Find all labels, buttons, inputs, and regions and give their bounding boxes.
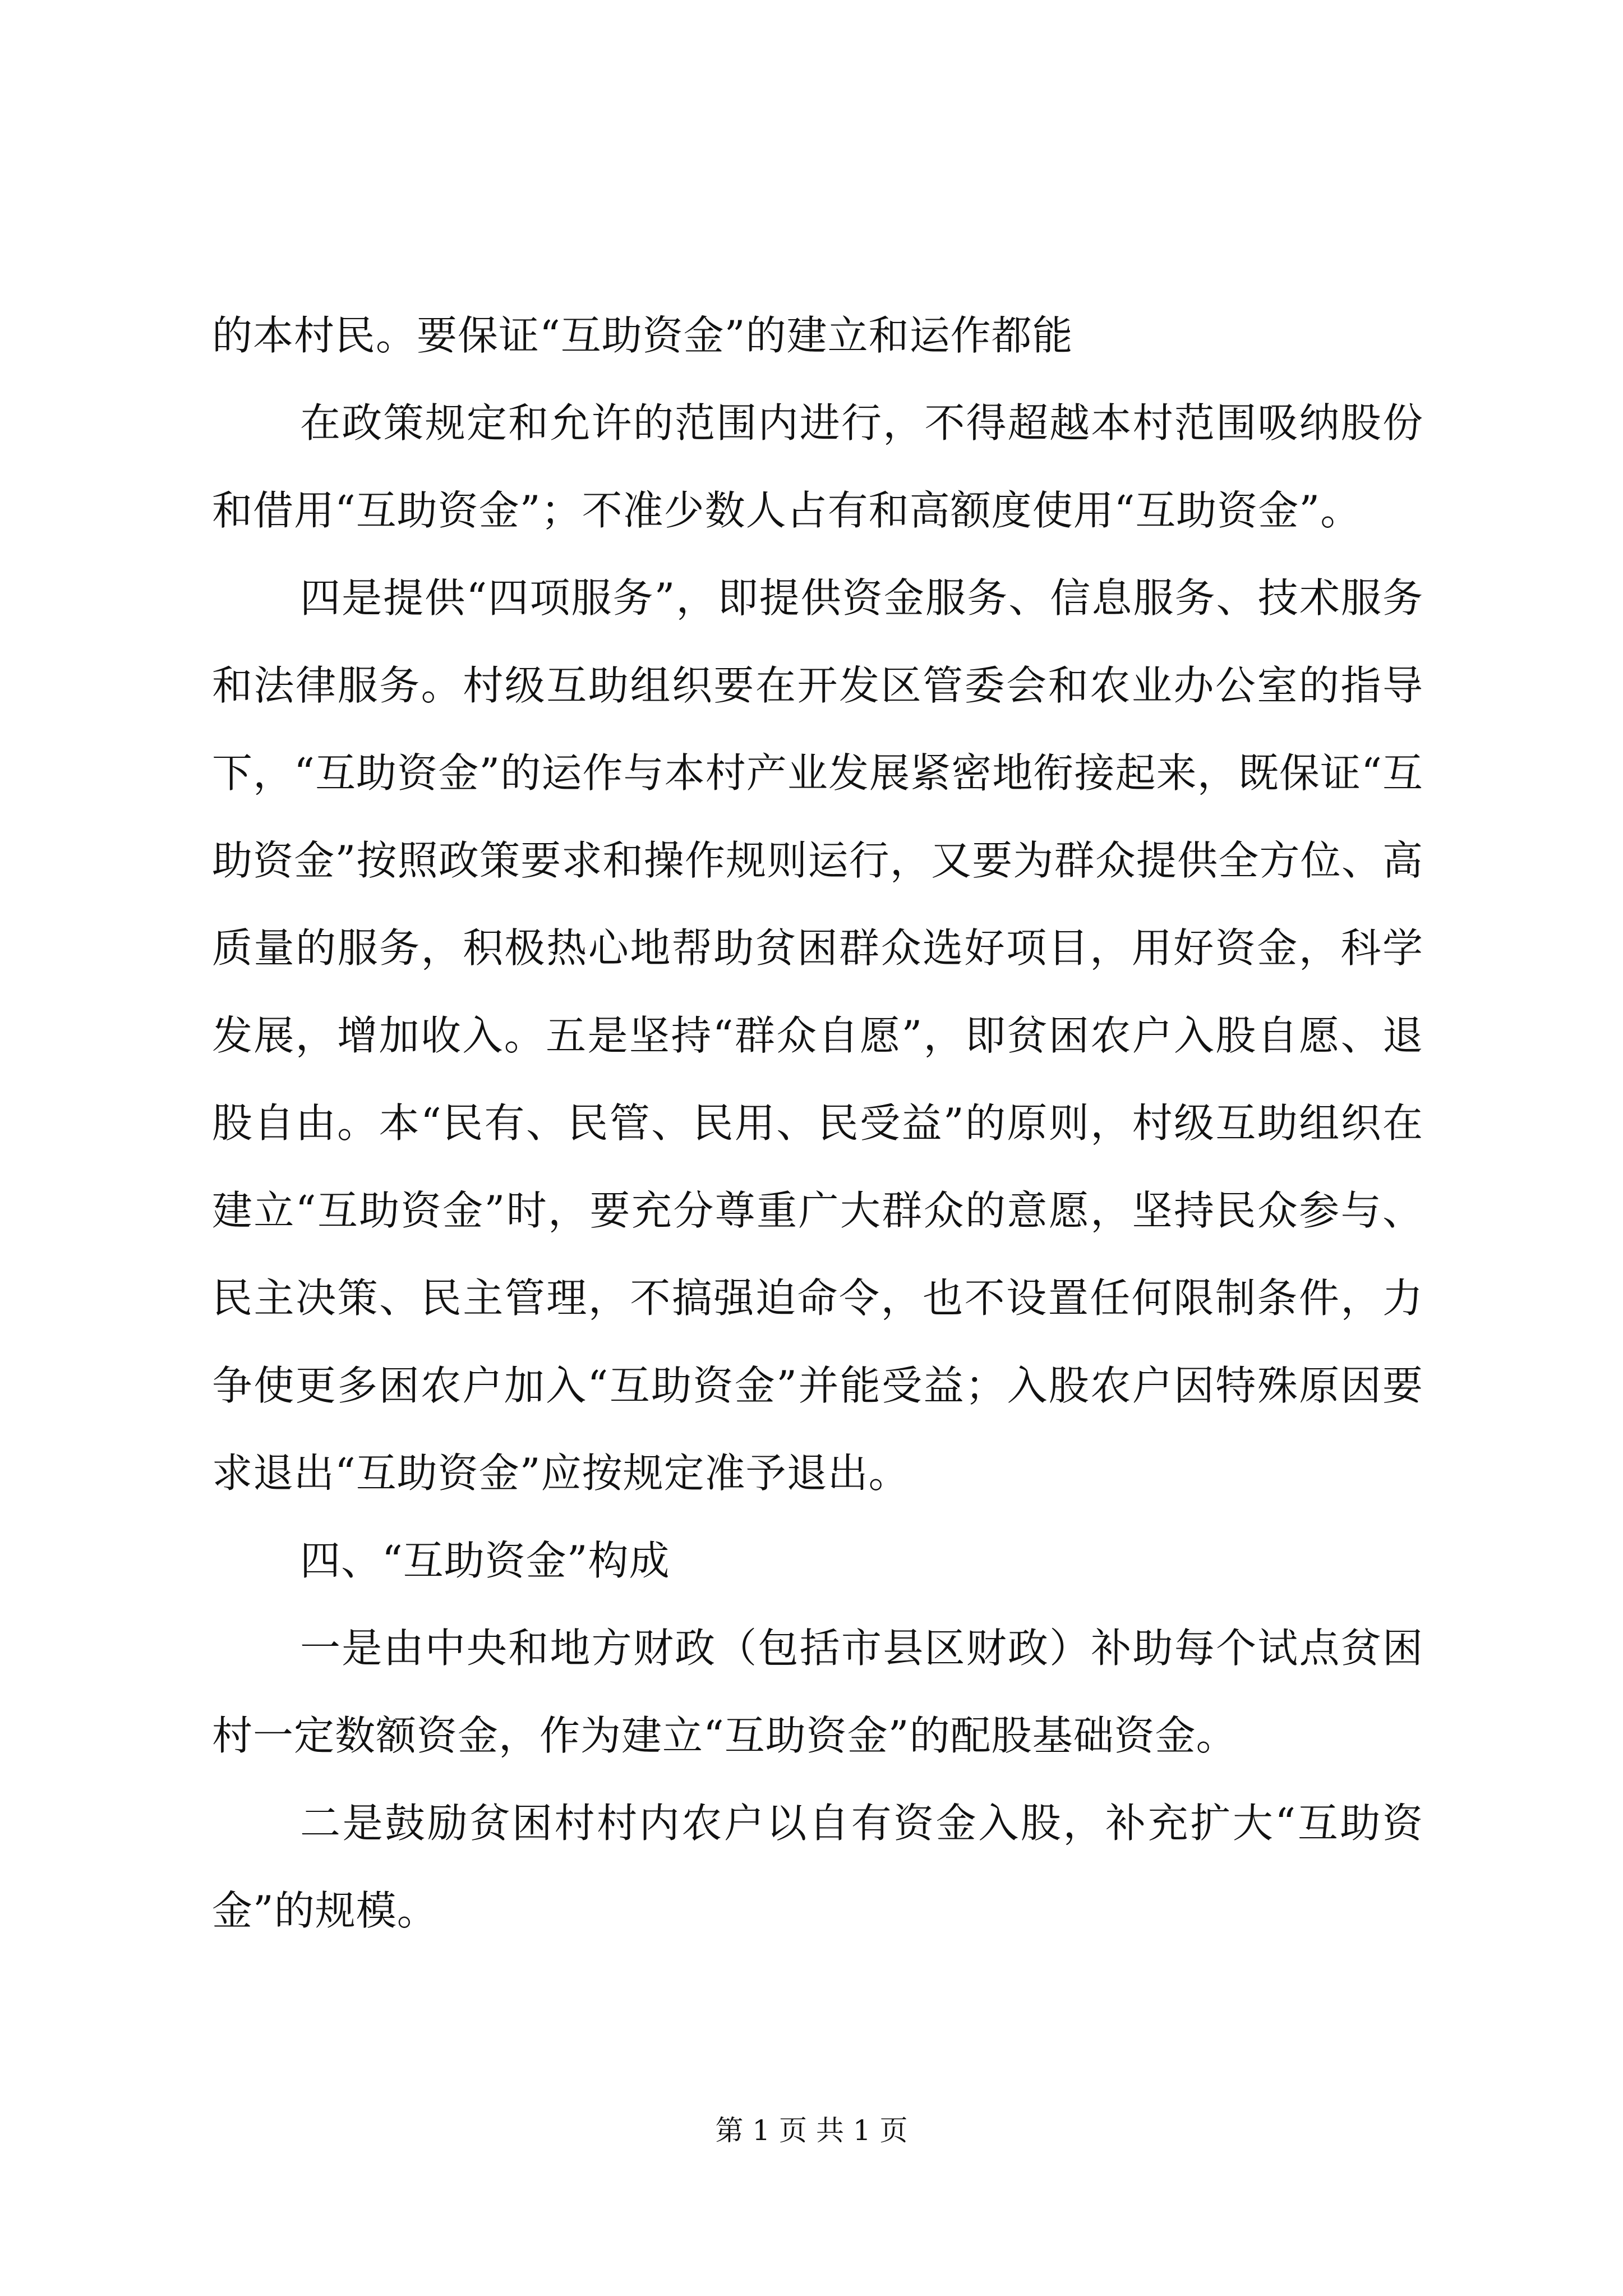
paragraph-policy-scope: 在政策规定和允许的范围内进行，不得超越本村范围吸纳股份和借用“互助资金”；不准少数人占有和高额度使用“互助资金”。 [212, 399, 1423, 534]
paragraph-fiscal-subsidy: 一是由中央和地方财政（包括市县区财政）补助每个试点贫困村一定数额资金，作为建立“互助资金”的配股基础资金。 [212, 1625, 1423, 1759]
paragraph-four-services: 四是提供“四项服务”，即提供资金服务、信息服务、技术服务和法律服务。村级互助组织要在开发区管委会和农业办公室的指导下，“互助资金”的运作与本村产业发展紧密地衔接起来，既保证“互助资金”按照政策要求和操作规则运行，又要为群众提供全方位、高质量的服务，积极热心地帮助贫困群众选好项目，用好资金，科学发展，增加收入。五是坚持“群众自愿”，即贫困农户入股自愿、退股自由。本“民有、民管、民用、民受益”的原则，村级互助组织在建立“互助资金”时，要充分尊重广大群众的意愿，坚持民众参与、民主决策、民主管理，不搞强迫命令，也不设置任何限制条件，力争使更多困农户加入“互助资金”并能受益；入股农户因特殊原因要求退出“互助资金”应按规定准予退出。 [212, 574, 1423, 1497]
paragraph-continuation: 的本村民。要保证“互助资金”的建立和运作都能 [212, 312, 1073, 359]
section-heading-fund-composition: 四、“互助资金”构成 [300, 1537, 670, 1584]
paragraph-household-shares: 二是鼓励贫困村村内农户以自有资金入股，补充扩大“互助资金”的规模。 [212, 1800, 1423, 1934]
document-body [212, 292, 1423, 1954]
page-footer: 第 1 页 共 1 页 [715, 2114, 908, 2147]
